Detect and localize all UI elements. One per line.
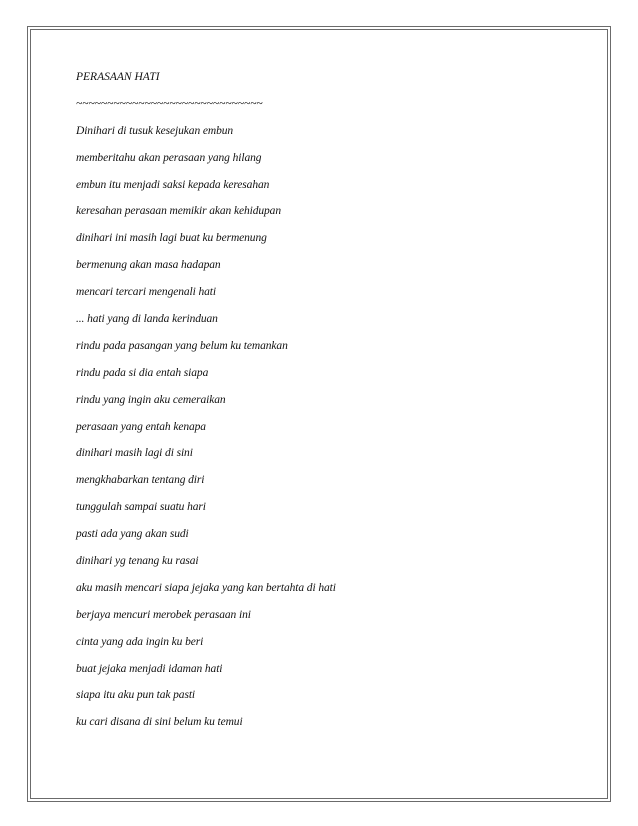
poem-line: pasti ada yang akan sudi <box>76 528 189 541</box>
poem-line: memberitahu akan perasaan yang hilang <box>76 151 262 164</box>
poem-line: berjaya mencuri merobek perasaan ini <box>76 608 251 621</box>
poem-line: embun itu menjadi saksi kepada keresahan <box>76 178 270 191</box>
poem-line: perasaan yang entah kenapa <box>76 420 206 433</box>
poem-line: mengkhabarkan tentang diri <box>76 474 205 487</box>
poem-line: dinihari yg tenang ku rasai <box>76 555 199 568</box>
poem-title: PERASAAN HATI <box>76 71 160 83</box>
poem-line: rindu pada pasangan yang belum ku temankan <box>76 339 288 352</box>
poem-line: aku masih mencari siapa jejaka yang kan bertahta di hati <box>76 581 336 594</box>
poem-line: dinihari masih lagi di sini <box>76 447 193 460</box>
poem-divider: ~~~~~~~~~~~~~~~~~~~~~~~~~~~~~~ <box>76 97 263 110</box>
poem-line: siapa itu aku pun tak pasti <box>76 689 196 702</box>
poem-line: Dinihari di tusuk kesejukan embun <box>76 124 234 137</box>
poem-line: tunggulah sampai suatu hari <box>76 501 206 514</box>
poem-line: rindu yang ingin aku cemeraikan <box>76 393 226 406</box>
poem-line: rindu pada si dia entah siapa <box>76 366 209 379</box>
poem <box>76 70 556 742</box>
poem-line: keresahan perasaan memikir akan kehidupan <box>76 205 281 218</box>
poem-line: buat jejaka menjadi idaman hati <box>76 662 223 675</box>
poem-line: ... hati yang di landa kerinduan <box>76 313 218 326</box>
poem-line: bermenung akan masa hadapan <box>76 259 221 272</box>
poem-line: ku cari disana di sini belum ku temui <box>76 716 243 729</box>
poem-line: mencari tercari mengenali hati <box>76 286 216 299</box>
poem-line: dinihari ini masih lagi buat ku bermenung <box>76 232 267 245</box>
poem-line: cinta yang ada ingin ku beri <box>76 635 204 648</box>
